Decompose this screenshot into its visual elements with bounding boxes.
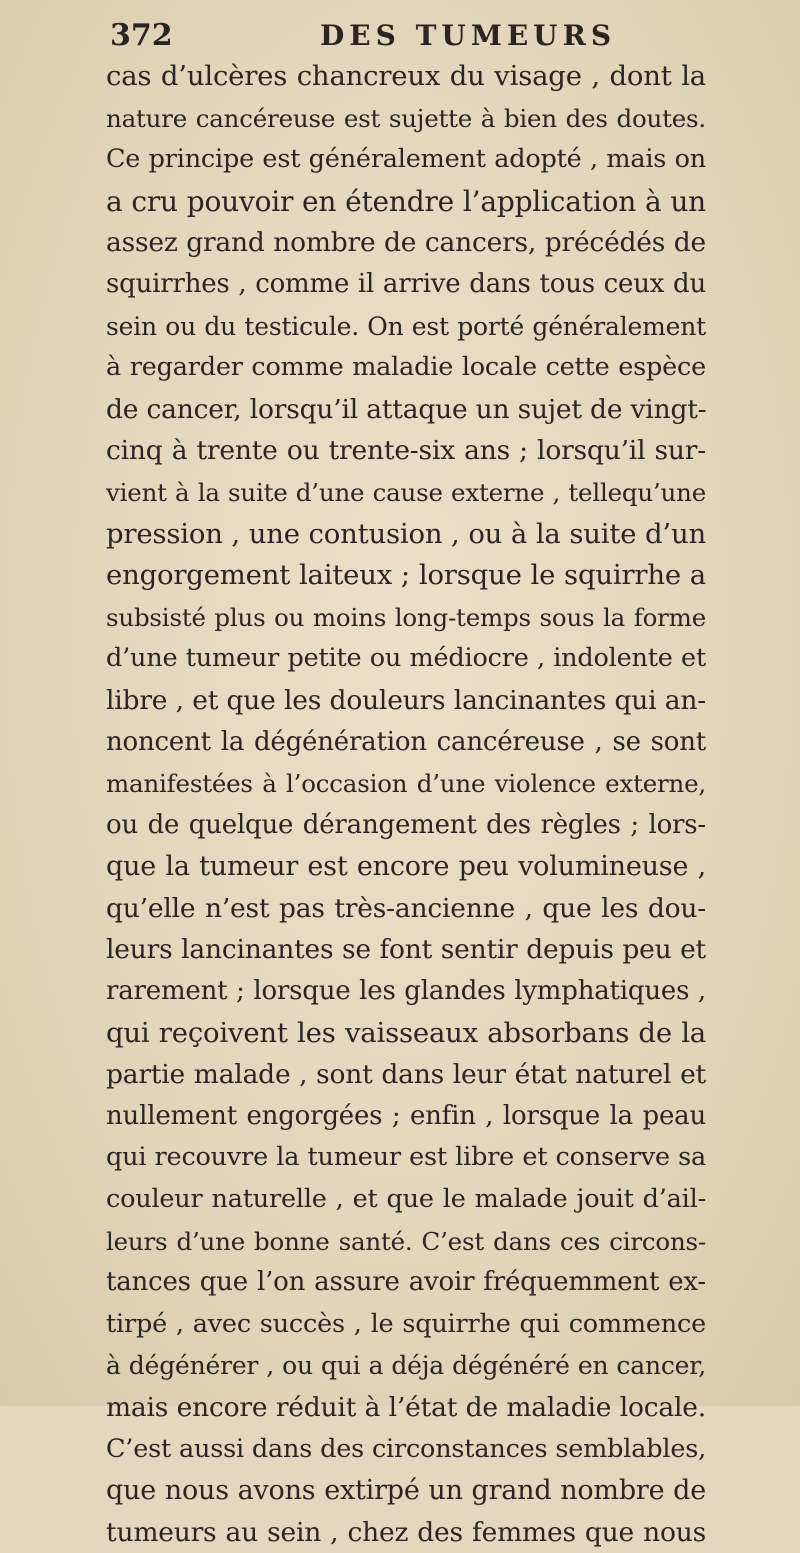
text-line: vient à la suite d’une cause externe , tellequ’une xyxy=(106,477,706,507)
running-title: DES TUMEURS xyxy=(320,19,617,52)
text-line: ou de quelque dérangement des règles ; lors- xyxy=(106,809,706,840)
page-number: 372 xyxy=(110,18,173,53)
text-line: assez grand nombre de cancers, précédés de xyxy=(106,227,706,259)
text-line: subsisté plus ou moins long-temps sous la forme xyxy=(106,602,706,632)
text-line: libre , et que les douleurs lancinantes qui an- xyxy=(106,684,706,716)
text-line: partie malade , sont dans leur état naturel et xyxy=(106,1059,706,1091)
text-line: engorgement laiteux ; lorsque le squirrhe a xyxy=(106,559,706,592)
text-line: tirpé , avec succès , le squirrhe qui commence xyxy=(106,1308,706,1339)
text-line: Ce principe est généralement adopté , mais on xyxy=(106,144,706,175)
text-line: qu’elle n’est pas très-ancienne , que les dou- xyxy=(106,892,706,924)
text-line: squirrhes , comme il arrive dans tous ceux du xyxy=(106,268,706,299)
text-line: leurs lancinantes se font sentir depuis peu et xyxy=(106,934,706,966)
text-line: cas d’ulcères chancreux du visage , dont la xyxy=(106,60,706,92)
text-line: cinq à trente ou trente-six ans ; lorsqu’il sur- xyxy=(106,435,706,467)
running-head xyxy=(110,14,670,58)
text-line: mais encore réduit à l’état de maladie locale. xyxy=(106,1392,706,1423)
text-line: C’est aussi dans des circonstances semblables, xyxy=(106,1433,706,1464)
text-line: de cancer, lorsqu’il attaque un sujet de vingt- xyxy=(106,393,707,425)
text-line: nature cancéreuse est sujette à bien des doutes. xyxy=(106,103,706,133)
body-text xyxy=(106,56,706,1553)
text-line: qui recouvre la tumeur est libre et conserve sa xyxy=(106,1142,706,1173)
text-line: couleur naturelle , et que le malade jouit d’ail- xyxy=(106,1184,706,1215)
text-line: tumeurs au sein , chez des femmes que nous xyxy=(106,1516,706,1548)
text-line: que nous avons extirpé un grand nombre de xyxy=(106,1475,706,1507)
text-line: sein ou du testicule. On est porté généralement xyxy=(106,311,706,341)
text-line: tances que l’on assure avoir fréquemment ex- xyxy=(106,1267,706,1298)
text-line: a cru pouvoir en étendre l’application à un xyxy=(106,184,706,218)
text-line: à dégénérer , ou qui a déja dégénéré en cancer, xyxy=(106,1351,706,1381)
text-line: à regarder comme maladie locale cette espèce xyxy=(106,352,706,383)
text-line: rarement ; lorsque les glandes lymphatiques , xyxy=(106,976,706,1007)
text-line: leurs d’une bonne santé. C’est dans ces circons- xyxy=(106,1226,706,1256)
text-line: nullement engorgées ; enfin , lorsque la peau xyxy=(106,1100,706,1131)
text-line: d’une tumeur petite ou médiocre , indolente et xyxy=(106,643,706,674)
text-line: noncent la dégénération cancéreuse , se sont xyxy=(106,726,706,757)
text-line: pression , une contusion , ou à la suite d’un xyxy=(106,517,706,550)
text-line: manifestées à l’occasion d’une violence externe, xyxy=(106,769,706,799)
text-line: qui reçoivent les vaisseaux absorbans de la xyxy=(106,1016,706,1049)
text-line: que la tumeur est encore peu volumineuse , xyxy=(106,851,706,883)
